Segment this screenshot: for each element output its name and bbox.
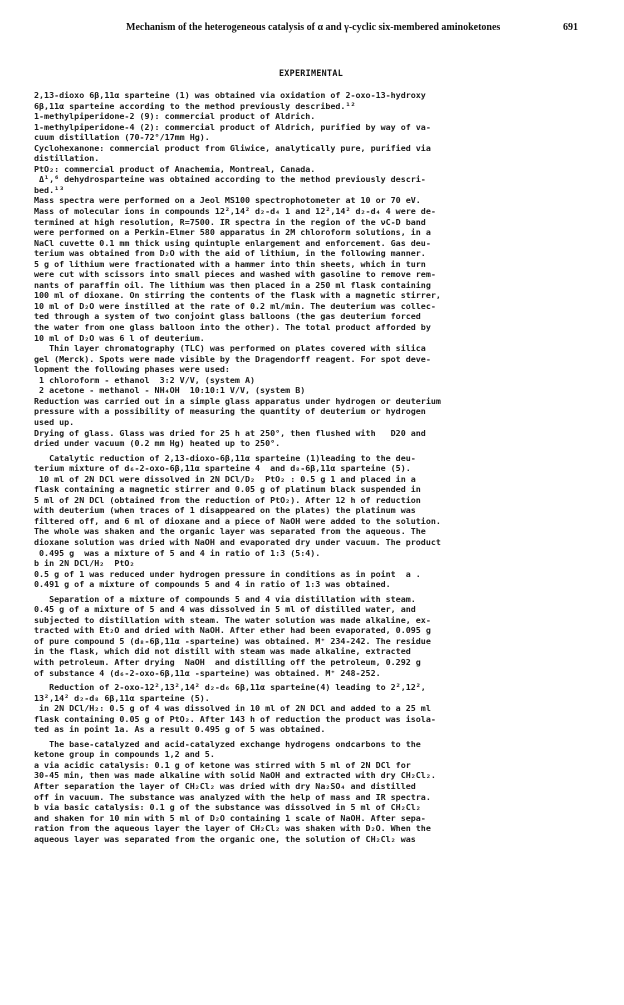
text-line: 10 ml of D₂O were instilled at the rate of 0.2 ml/min. The deuterium was collec- [34, 300, 436, 311]
text-line: 0.491 g of a mixture of compounds 5 and 4 in ratio of 1:3 was obtained. [34, 579, 391, 590]
text-line: dioxane solution was dried with NaOH and evaporated dry under vacuum. The product [34, 536, 441, 547]
text-line: 0.495 g was a mixture of 5 and 4 in ratio of 1:3 (5:4). [34, 547, 321, 558]
text-line: used up. [34, 416, 75, 427]
text-line: nants of paraffin oil. The lithium was then placed in a 250 ml flask containing [34, 279, 431, 290]
text-line: Cyclohexanone: commercial product from Gliwice, analytically pure, purified via [34, 142, 431, 153]
text-line: Catalytic reduction of 2,13-dioxo-6β,11α sparteine (1)leading to the deu- [34, 452, 416, 463]
text-line: 2,13-dioxo 6β,11α sparteine (1) was obtained via oxidation of 2-oxo-13-hydroxy [34, 90, 426, 100]
text-line: tracted with Et₂O and dried with NaOH. After ether had been evaporated, 0.095 g [34, 625, 431, 636]
experimental-body-text [34, 90, 588, 844]
text-line: bed.¹³ [34, 184, 65, 195]
text-line: 10 ml of 2N DCl were dissolved in 2N DCl/D₂ PtO₂ : 0.5 g 1 and placed in a [34, 473, 416, 484]
text-line: 1 chloroform - ethanol 3:2 V/V, (system A) [34, 374, 256, 385]
text-line: filtered off, and 6 ml of dioxane and a piece of NaOH were added to the solution. [34, 515, 441, 526]
text-line: 100 ml of dioxane. On stirring the contents of the flask with a magnetic stirrer, [34, 290, 441, 301]
text-line: flask containing a magnetic stirrer and 0.05 g of platinum black suspended in [34, 484, 421, 495]
text-line: PtO₂: commercial product of Anachemia, Montreal, Canada. [34, 163, 316, 174]
text-line: were cut with scissors into small pieces and washed with gasoline to remove rem- [34, 269, 436, 280]
text-line: NaCl cuvette 0.1 mm thick using quintuple enlargement and enforcement. Gas deu- [34, 237, 431, 248]
text-line: terium was obtained from D₂O with the aid of lithium, in the following manner. [34, 248, 426, 259]
text-line: 6β,11α sparteine according to the method previously described.¹² [34, 100, 356, 111]
text-line: aqueous layer was separated from the organic one, the solution of CH₂Cl₂ was [34, 833, 416, 844]
text-line: Mass of molecular ions in compounds 12²,14² d₂-d₄ 1 and 12²,14² d₂-d₄ 4 were de- [34, 206, 436, 217]
text-line: dried under vacuum (0.2 mm Hg) heated up to 250°. [34, 438, 281, 449]
text-line: subjected to distillation with steam. The water solution was made alkaline, ex- [34, 614, 431, 625]
text-line: After separation the layer of CH₂Cl₂ was dried with dry Na₂SO₄ and distilled [34, 781, 416, 791]
text-line: pressure with a possibility of measuring the quantity of deuterium or hydrogen [34, 406, 426, 417]
text-line: Separation of a mixture of compounds 5 and 4 via distillation with steam. [34, 593, 416, 604]
text-line: Reduction was carried out in a simple glass apparatus under hydrogen or deuterium [34, 395, 441, 406]
text-line: lopment the following phases were used: [34, 364, 230, 375]
text-line: Drying of glass. Glass was dried for 25 h at 250°, then flushed with D20 and [34, 427, 426, 438]
text-line: termined at high resolution, R=7500. IR spectra in the region of the νC-D band [34, 216, 426, 227]
text-line: a via acidic catalysis: 0.1 g of ketone was stirred with 5 ml of 2N DCl for [34, 759, 411, 770]
running-header [34, 20, 588, 36]
text-line: 10 ml of D₂O was 6 l of deuterium. [34, 332, 205, 343]
text-line: of pure compound 5 (d₈-6β,11α -sparteine) was obtained. M⁺ 234-242. The residue [34, 635, 431, 646]
text-line: 0.45 g of a mixture of 5 and 4 was dissolved in 5 ml of distilled water, and [34, 604, 416, 615]
text-line: with deuterium (when traces of 1 disappeared on the plates) the platinum was [34, 505, 416, 516]
text-line: 13²,14² d₂-d₈ 6β,11α sparteine (5). [34, 692, 210, 703]
text-line: 1-methylpiperidone-4 (2): commercial product of Aldrich, purified by way of va- [34, 121, 431, 132]
text-line: 1-methylpiperidone-2 (9): commercial product of Aldrich. [34, 111, 316, 122]
text-line: 5 ml of 2N DCl (obtained from the reduction of PtO₂). After 12 h of reduction [34, 494, 421, 505]
text-line: in the flask, which did not distill with steam was made alkaline, extracted [34, 646, 411, 657]
text-line: 30-45 min, then was made alkaline with solid NaOH and extracted with dry CH₂Cl₂. [34, 770, 436, 781]
section-heading: EXPERIMENTAL [278, 68, 344, 78]
text-line: terium mixture of d₆-2-oxo-6β,11α sparteine 4 and d₈-6β,11α sparteine (5). [34, 463, 411, 474]
text-line: cuum distillation (70-72°/17mm Hg). [34, 132, 210, 143]
text-line: were performed on a Perkin-Elmer 580 apparatus in 2M chloroform solutions, in a [34, 227, 431, 238]
text-line: The base-catalyzed and acid-catalyzed exchange hydrogens ondcarbons to the [34, 738, 421, 749]
text-line: b in 2N DCl/H₂ PtO₂ [34, 558, 135, 569]
text-line: Thin layer chromatography (TLC) was performed on plates covered with silica [34, 343, 426, 354]
page-number: 691 [563, 22, 578, 33]
running-title: Mechanism of the heterogeneous catalysis of α and γ-cyclic six-membered aminoketones [126, 22, 501, 33]
text-line: off in vacuum. The substance was analyzed with the help of mass and IR spectra. [34, 791, 431, 802]
text-line: ted through a system of two conjoint glass balloons (the gas deuterium forced [34, 311, 421, 322]
text-line: 5 g of lithium were fractionated with a hammer into thin sheets, which in turn [34, 258, 426, 269]
text-line: gel (Merck). Spots were made visible by the Dragendorff reagent. For spot deve- [34, 353, 431, 364]
text-line: flask containing 0.05 g of PtO₂. After 143 h of reduction the product was isola- [34, 713, 436, 724]
text-line: ration from the aqueous layer the layer of CH₂Cl₂ was shaken with D₂O. When the [34, 823, 431, 834]
text-line: and shaken for 10 min with 5 ml of D₂O containing 1 scale of NaOH. After sepa- [34, 812, 426, 823]
text-line: with petroleum. After drying NaOH and distilling off the petroleum, 0.292 g [34, 656, 421, 667]
text-line: of substance 4 (d₆-2-oxo-6β,11α -sparteine) was obtained. M⁺ 248-252. [34, 667, 381, 678]
text-line: Δ¹,⁶ dehydrosparteine was obtained according to the method previously descri- [34, 174, 426, 185]
text-line: the water from one glass balloon into the other). The total product afforded by [34, 322, 431, 333]
text-line: distillation. [34, 153, 100, 164]
text-line: 2 acetone - methanol - NH₄OH 10:10:1 V/V, (system B) [34, 385, 306, 396]
text-line: 0.5 g of 1 was reduced under hydrogen pressure in conditions as in point a . [34, 568, 421, 579]
text-line: in 2N DCl/H₂: 0.5 g of 4 was dissolved in 10 ml of 2N DCl and added to a 25 ml [34, 703, 431, 714]
text-line: ketone group in compounds 1,2 and 5. [34, 749, 215, 760]
text-line: Mass spectra were performed on a Jeol MS100 spectrophotometer at 10 or 70 eV. [34, 195, 421, 206]
text-line: b via basic catalysis: 0.1 g of the substance was dissolved in 5 ml of CH₂Cl₂ [34, 802, 421, 813]
text-line: The whole was shaken and the organic layer was separated from the aqueous. The [34, 526, 426, 537]
text-line: ted as in point 1a. As a result 0.495 g of 5 was obtained. [34, 724, 326, 735]
text-line: Reduction of 2-oxo-12²,13²,14² d₂-d₆ 6β,11α sparteine(4) leading to 2²,12², [34, 682, 426, 693]
